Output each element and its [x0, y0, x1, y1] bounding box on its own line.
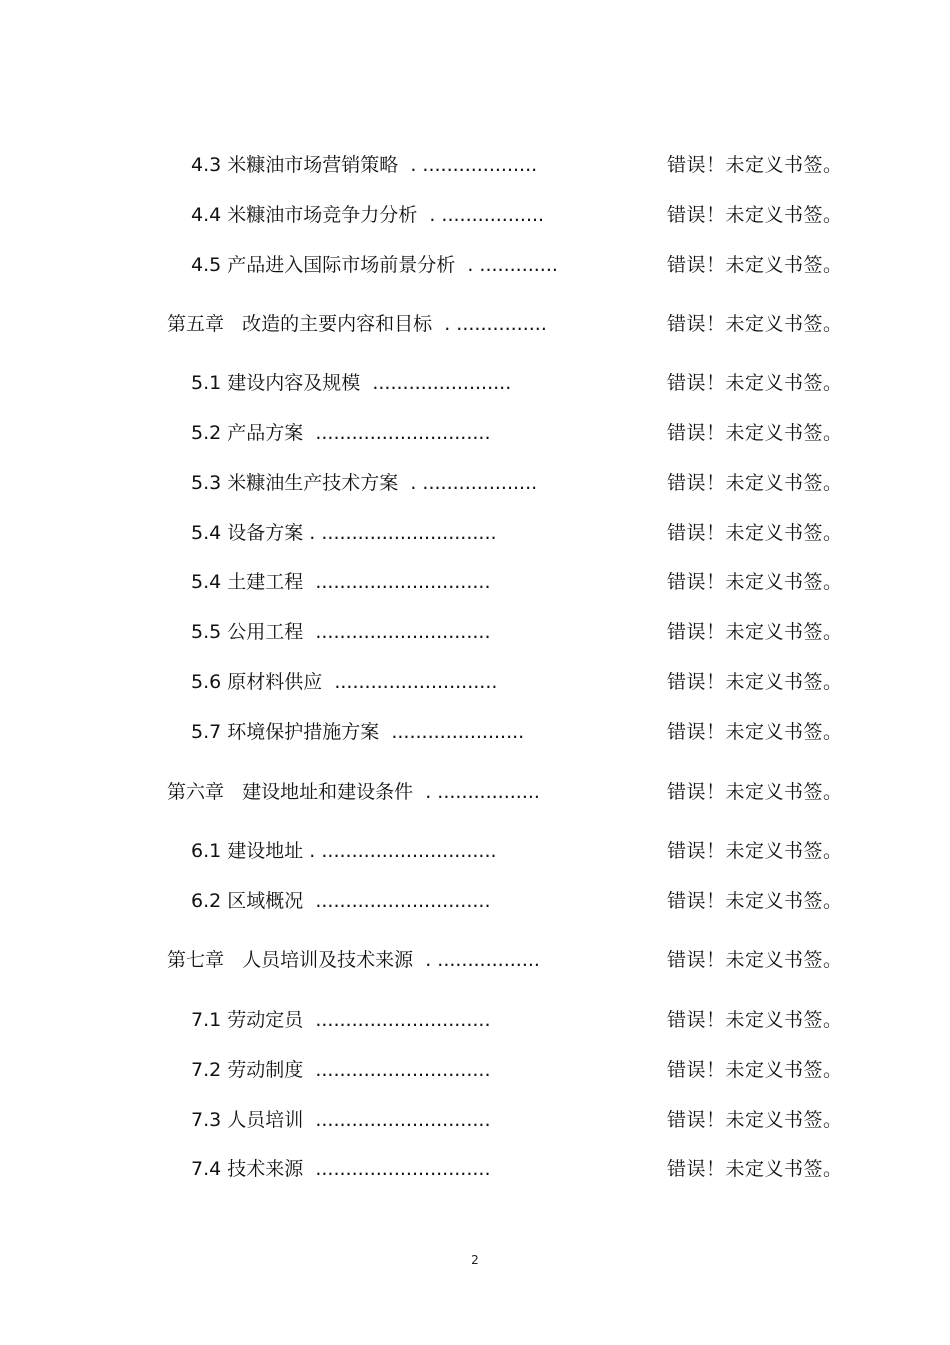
- toc-entry-title: 7.1 劳动定员 .............................: [191, 1009, 491, 1031]
- toc-entry-title: 第七章 人员培训及技术来源 . .................: [167, 949, 540, 971]
- toc-entry-6-1[interactable]: [0, 836, 950, 866]
- toc-entry-5-5[interactable]: [0, 617, 950, 647]
- toc-entry-page-ref: 错误！未定义书签。: [667, 1158, 843, 1180]
- toc-entry-5-2[interactable]: [0, 418, 950, 448]
- toc-entry-title: 5.2 产品方案 .............................: [191, 422, 491, 444]
- toc-entry-page-ref: 错误！未定义书签。: [667, 621, 843, 643]
- toc-entry-page-ref: 错误！未定义书签。: [667, 422, 843, 444]
- toc-entry-page-ref: 错误！未定义书签。: [667, 154, 843, 176]
- toc-entry-title: 5.3 米糠油生产技术方案 . ...................: [191, 472, 538, 494]
- toc-entry-6-2[interactable]: [0, 886, 950, 916]
- toc-entry-page-ref: 错误！未定义书签。: [667, 1059, 843, 1081]
- toc-entry-title: 7.3 人员培训 .............................: [191, 1109, 491, 1131]
- toc-entry-7-3[interactable]: [0, 1105, 950, 1135]
- toc-chapter-5[interactable]: [0, 309, 950, 339]
- toc-entry-title: 第五章 改造的主要内容和目标 . ...............: [167, 313, 547, 335]
- toc-chapter-7[interactable]: [0, 945, 950, 975]
- toc-entry-title: 7.4 技术来源 .............................: [191, 1158, 491, 1180]
- toc-entry-title: 4.4 米糠油市场竞争力分析 . .................: [191, 204, 545, 226]
- toc-entry-title: 5.6 原材料供应 ...........................: [191, 671, 498, 693]
- toc-entry-page-ref: 错误！未定义书签。: [667, 522, 843, 544]
- toc-entry-page-ref: 错误！未定义书签。: [667, 372, 843, 394]
- toc-entry-4-4[interactable]: [0, 200, 950, 230]
- toc-entry-7-4[interactable]: [0, 1154, 950, 1184]
- toc-entry-page-ref: 错误！未定义书签。: [667, 472, 843, 494]
- toc-entry-title: 5.7 环境保护措施方案 ......................: [191, 721, 525, 743]
- toc-entry-title: 6.1 建设地址 . .............................: [191, 840, 497, 862]
- toc-entry-page-ref: 错误！未定义书签。: [667, 204, 843, 226]
- toc-entry-4-5[interactable]: [0, 250, 950, 280]
- toc-entry-title: 4.5 产品进入国际市场前景分析 . .............: [191, 254, 558, 276]
- page-number: 2: [471, 1253, 479, 1267]
- toc-entry-page-ref: 错误！未定义书签。: [667, 840, 843, 862]
- toc-entry-title: 5.4 土建工程 .............................: [191, 571, 491, 593]
- toc-entry-5-7[interactable]: [0, 717, 950, 747]
- toc-entry-5-3[interactable]: [0, 468, 950, 498]
- toc-entry-7-1[interactable]: [0, 1005, 950, 1035]
- toc-entry-title: 4.3 米糠油市场营销策略 . ...................: [191, 154, 538, 176]
- toc-entry-4-3[interactable]: [0, 150, 950, 180]
- toc-entry-page-ref: 错误！未定义书签。: [667, 949, 843, 971]
- toc-entry-page-ref: 错误！未定义书签。: [667, 890, 843, 912]
- toc-entry-5-4-civil[interactable]: [0, 567, 950, 597]
- toc-entry-title: 7.2 劳动制度 .............................: [191, 1059, 491, 1081]
- toc-entry-title: 5.1 建设内容及规模 .......................: [191, 372, 512, 394]
- toc-entry-title: 6.2 区域概况 .............................: [191, 890, 491, 912]
- toc-entry-5-6[interactable]: [0, 667, 950, 697]
- toc-entry-title: 5.4 设备方案 . .............................: [191, 522, 497, 544]
- toc-entry-title: 5.5 公用工程 .............................: [191, 621, 491, 643]
- toc-entry-page-ref: 错误！未定义书签。: [667, 671, 843, 693]
- toc-entry-page-ref: 错误！未定义书签。: [667, 781, 843, 803]
- toc-entry-page-ref: 错误！未定义书签。: [667, 571, 843, 593]
- toc-entry-7-2[interactable]: [0, 1055, 950, 1085]
- toc-entry-title: 第六章 建设地址和建设条件 . .................: [167, 781, 540, 803]
- toc-chapter-6[interactable]: [0, 777, 950, 807]
- toc-entry-page-ref: 错误！未定义书签。: [667, 313, 843, 335]
- toc-entry-page-ref: 错误！未定义书签。: [667, 254, 843, 276]
- toc-entry-5-4-equipment[interactable]: [0, 518, 950, 548]
- toc-entry-page-ref: 错误！未定义书签。: [667, 1109, 843, 1131]
- toc-entry-page-ref: 错误！未定义书签。: [667, 721, 843, 743]
- toc-entry-5-1[interactable]: [0, 368, 950, 398]
- toc-entry-page-ref: 错误！未定义书签。: [667, 1009, 843, 1031]
